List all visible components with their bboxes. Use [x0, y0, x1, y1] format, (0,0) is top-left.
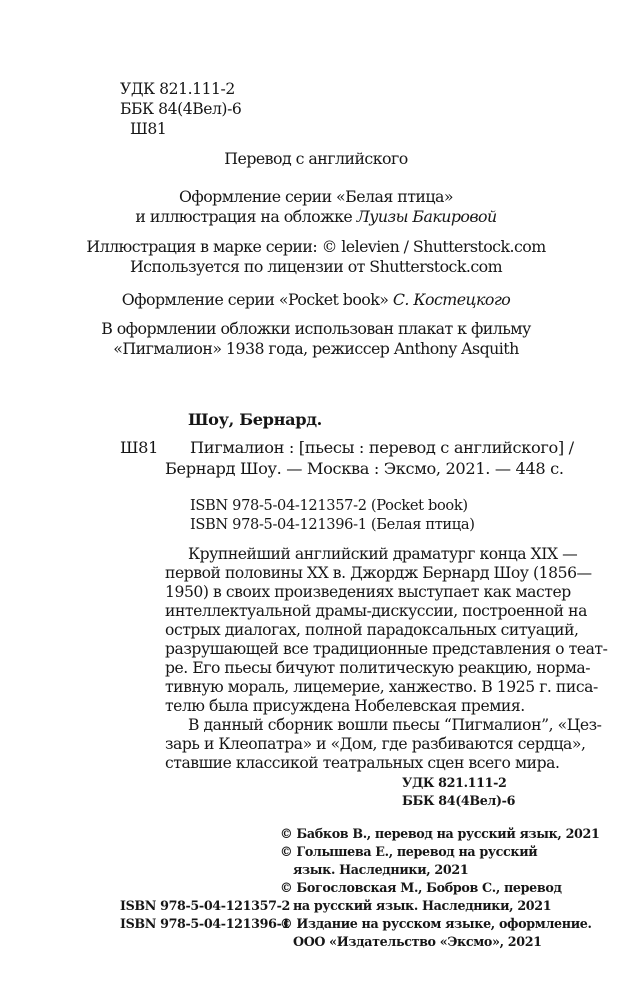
author-heading: Шоу, Бернард. [188, 410, 322, 429]
annotation-text: телю была присуждена Нобелевская премия. [165, 697, 525, 715]
annotation-text: ре. Его пьесы бичуют политическую реакцию, норма- [165, 659, 591, 677]
udk-code: УДК 821.111-2 [120, 80, 235, 98]
copyright-line: © Бабков В., перевод на русский язык, 2021 [280, 826, 600, 841]
annotation-line [188, 716, 602, 734]
annotation-text: интеллектуальной драмы-дискуссии, построенной на [165, 602, 587, 620]
copyright-line: на русский язык. Наследники, 2021 [293, 898, 552, 913]
copyright-line: © Издание на русском языке, оформление. [280, 916, 592, 931]
annotation-line [165, 756, 559, 772]
annotation-text: первой половины XX в. Джордж Бернард Шоу (1856— [165, 564, 592, 582]
catalog-title-line-2: Бернард Шоу. — Москва : Эксмо, 2021. — 448 с. [165, 459, 564, 478]
annotation-text: разрушающей все традиционные представления о теат- [165, 640, 608, 658]
annotation-text: ставшие классикой театральных сцен всего мира. [165, 754, 560, 772]
annotation-line [165, 564, 592, 582]
license-line: Используется по лицензии от Shutterstock.com [129, 257, 503, 276]
series-design-line: Оформление серии «Белая птица» [178, 187, 454, 206]
copyright-line: © Богословская М., Бобров С., перевод [280, 880, 562, 895]
translation-line: Перевод с английского [224, 149, 408, 168]
annotation-line [165, 659, 591, 677]
pocket-design-line [0, 292, 632, 308]
catalog-isbn-1: ISBN 978-5-04-121357-2 (Pocket book) [190, 497, 468, 514]
copyright-line: ООО «Издательство «Эксмо», 2021 [293, 934, 542, 949]
annotation-line [165, 678, 598, 696]
annotation-text: Крупнейший английский драматург конца XIX — [188, 545, 578, 563]
cover-illustration-line [0, 209, 632, 225]
annotation-line [165, 640, 608, 658]
poster-line-2: «Пигмалион» 1938 года, режиссер Anthony Asquith [113, 339, 519, 358]
annotation-text: 1950) в своих произведениях выступает как мастер [165, 583, 571, 601]
annotation-text: зарь и Клеопатра» и «Дом, где разбиваются сердца», [165, 735, 586, 753]
annotation-text: острых диалогах, полной парадоксальных ситуаций, [165, 621, 579, 639]
footer-udk: УДК 821.111-2 [402, 775, 507, 790]
annotation-line [188, 545, 578, 563]
copyright-line: язык. Наследники, 2021 [293, 862, 469, 877]
annotation-text: тивную мораль, лицемерие, ханжество. В 1925 г. писа- [165, 678, 598, 696]
mark-illustration-line: Иллюстрация в марке серии: © lelevien / Shutterstock.com [86, 237, 546, 256]
cover-illustration-prefix: и иллюстрация на обложке [135, 207, 357, 226]
poster-line-1: В оформлении обложки использован плакат к фильму [101, 319, 531, 338]
pocket-designer: С. Костецкого [392, 290, 511, 309]
footer-bbk: ББК 84(4Вел)-6 [402, 793, 516, 808]
bottom-isbn-2: ISBN 978-5-04-121396-1 [120, 916, 290, 931]
annotation-line [165, 602, 587, 620]
copyright-line: © Голышева Е., перевод на русский [280, 844, 538, 859]
annotation-line [165, 583, 571, 601]
annotation-line [165, 735, 586, 753]
annotation-text: В данный сборник вошли пьесы “Пигмалион”, «Цез- [188, 716, 602, 734]
pocket-design-prefix: Оформление серии «Pocket book» [121, 290, 393, 309]
catalog-sign: Ш81 [120, 438, 159, 457]
annotation-line [165, 699, 525, 715]
bottom-isbn-1: ISBN 978-5-04-121357-2 [120, 898, 290, 913]
annotation-line [165, 621, 579, 639]
catalog-isbn-2: ISBN 978-5-04-121396-1 (Белая птица) [190, 516, 475, 533]
catalog-title-line-1: Пигмалион : [пьесы : перевод с английского] / [190, 438, 574, 457]
cover-illustrator: Луизы Бакировой [356, 207, 497, 226]
author-sign: Ш81 [130, 120, 167, 138]
bbk-code: ББК 84(4Вел)-6 [120, 100, 242, 118]
